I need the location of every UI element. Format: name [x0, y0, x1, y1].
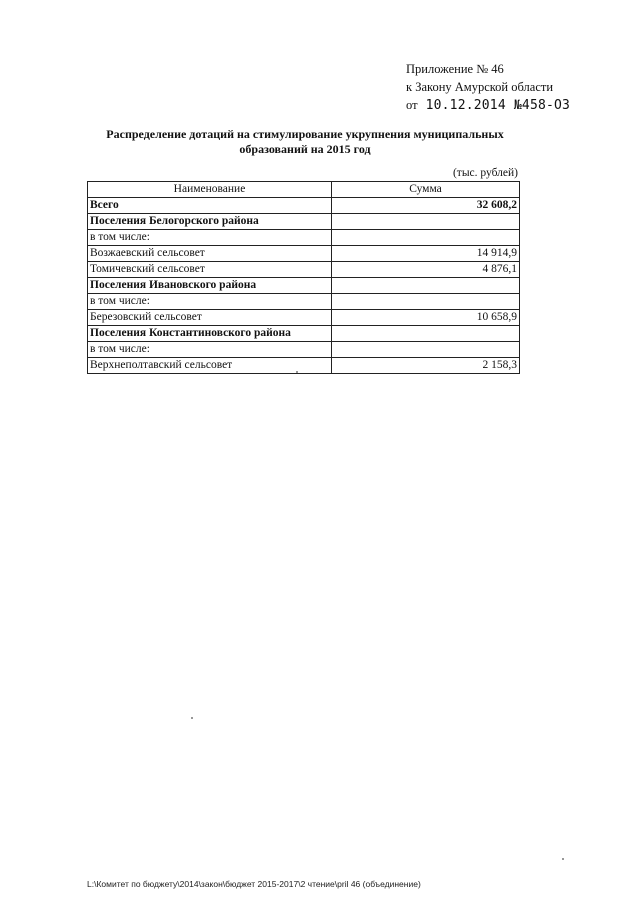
- table-row: [88, 214, 520, 230]
- scan-speck: [296, 371, 298, 373]
- row-sum: 14 914,9: [332, 246, 520, 262]
- row-name: Поселения Ивановского района: [88, 278, 332, 294]
- row-sum: [332, 230, 520, 246]
- document-title: Распределение дотаций на стимулирование укрупнения муниципальных образований на 2015 год: [106, 127, 504, 156]
- table-row: [88, 358, 520, 374]
- table-row: [88, 326, 520, 342]
- scan-speck: [191, 717, 193, 719]
- annex-law: к Закону Амурской области: [406, 80, 554, 94]
- row-sum: [332, 294, 520, 310]
- row-sum: 2 158,3: [332, 358, 520, 374]
- table-row: [88, 230, 520, 246]
- row-sum: [332, 342, 520, 358]
- annex-number: Приложение № 46: [406, 62, 504, 76]
- row-name: Верхнеполтавский сельсовет: [88, 358, 332, 374]
- row-sum: 10 658,9: [332, 310, 520, 326]
- table-row: [88, 310, 520, 326]
- annex-block: [406, 60, 570, 115]
- scan-speck: [562, 858, 564, 860]
- row-sum: [332, 214, 520, 230]
- header-name: Наименование: [88, 182, 332, 198]
- row-sum: 32 608,2: [332, 198, 520, 214]
- annex-date-stamp: 10.12.2014 №458-ОЗ: [425, 98, 571, 113]
- row-name: Поселения Белогорского района: [88, 214, 332, 230]
- row-sum: [332, 278, 520, 294]
- table-row: [88, 278, 520, 294]
- row-name: в том числе:: [88, 230, 332, 246]
- annex-date-prefix: от: [406, 98, 418, 112]
- unit-label: (тыс. рублей): [452, 167, 518, 179]
- row-name: в том числе:: [88, 342, 332, 358]
- table-row: [88, 246, 520, 262]
- row-name: в том числе:: [88, 294, 332, 310]
- row-name: Поселения Константиновского района: [88, 326, 332, 342]
- row-name: Всего: [88, 198, 332, 214]
- row-name: Томичевский сельсовет: [88, 262, 332, 278]
- row-sum: [332, 326, 520, 342]
- table-row: [88, 198, 520, 214]
- row-name: Березовский сельсовет: [88, 310, 332, 326]
- file-path-footer: L:\Комитет по бюджету\2014\закон\бюджет 2015-2017\2 чтение\pril 46 (объединение): [87, 879, 421, 889]
- table-row: [88, 294, 520, 310]
- header-sum: Сумма: [332, 182, 520, 198]
- distribution-table: [87, 181, 520, 374]
- table-row: [88, 262, 520, 278]
- row-name: Возжаевский сельсовет: [88, 246, 332, 262]
- table-row: [88, 342, 520, 358]
- row-sum: 4 876,1: [332, 262, 520, 278]
- annex-date-line: [406, 96, 570, 115]
- table-header-row: [88, 182, 520, 198]
